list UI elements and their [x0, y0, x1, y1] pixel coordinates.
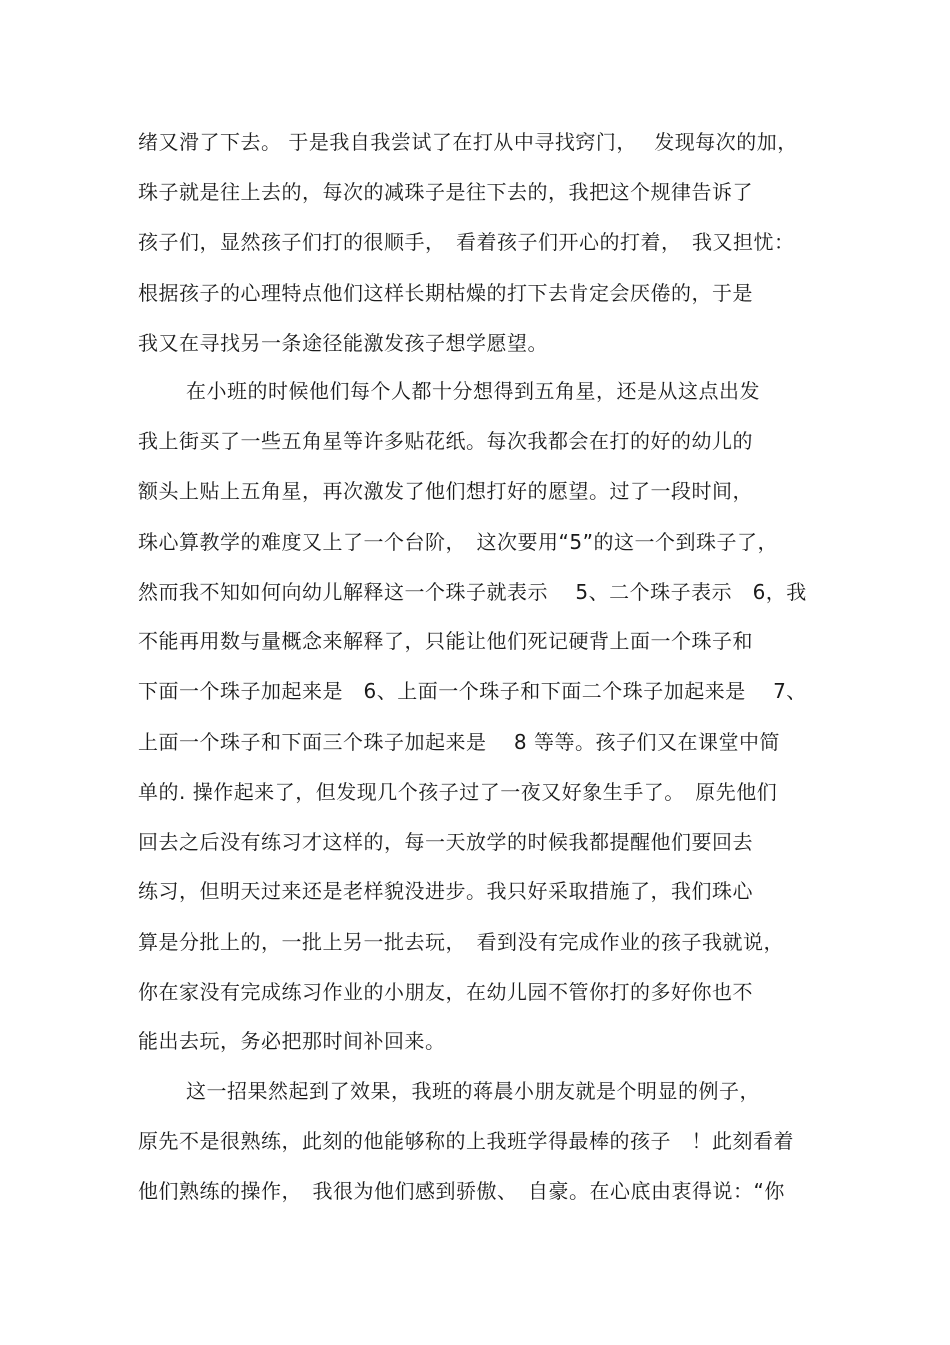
body-text-line: 你在家没有完成练习作业的小朋友，在幼儿园不管你打的多好你也不 — [138, 980, 753, 1004]
body-text-line: 他们熟练的操作， 我很为他们感到骄傲、 自豪。在心底由衷得说：“你 — [138, 1179, 785, 1203]
body-text-line: 我又在寻找另一条途径能激发孩子想学愿望。 — [138, 331, 548, 355]
body-text-line: 下面一个珠子加起来是 6、上面一个珠子和下面二个珠子加起来是 7、 — [138, 679, 807, 703]
body-text-line: 珠心算教学的难度又上了一个台阶， 这次要用“5”的这一个到珠子了， — [138, 530, 778, 554]
body-text-line: 算是分批上的，一批上另一批去玩， 看到没有完成作业的孩子我就说， — [138, 930, 784, 954]
body-text-line: 珠子就是往上去的，每次的减珠子是往下去的，我把这个规律告诉了 — [138, 180, 753, 204]
body-text-line: 练习，但明天过来还是老样貌没进步。我只好采取措施了，我们珠心 — [138, 879, 753, 903]
paragraph-start-line: 在小班的时候他们每个人都十分想得到五角星，还是从这点出发 — [186, 379, 760, 403]
body-text-line: 额头上贴上五角星，再次激发了他们想打好的愿望。过了一段时间， — [138, 479, 753, 503]
body-text-line: 我上街买了一些五角星等许多贴花纸。每次我都会在打的好的幼儿的 — [138, 429, 753, 453]
body-text-line: 回去之后没有练习才这样的，每一天放学的时候我都提醒他们要回去 — [138, 830, 753, 854]
body-text-line: 单的. 操作起来了，但发现几个孩子过了一夜又好象生手了。 原先他们 — [138, 780, 778, 804]
body-text-line: 不能再用数与量概念来解释了，只能让他们死记硬背上面一个珠子和 — [138, 629, 753, 653]
paragraph-start-line: 这一招果然起到了效果，我班的蒋晨小朋友就是个明显的例子， — [186, 1079, 760, 1103]
body-text-line: 原先不是很熟练，此刻的他能够称的上我班学得最棒的孩子 ！此刻看着 — [138, 1129, 794, 1153]
body-text-line: 绪又滑了下去。 于是我自我尝试了在打从中寻找窍门， 发现每次的加， — [138, 130, 798, 154]
body-text-line: 孩子们，显然孩子们打的很顺手， 看着孩子们开心的打着， 我又担忧： — [138, 230, 795, 254]
body-text-line: 能出去玩，务必把那时间补回来。 — [138, 1029, 446, 1053]
body-text-line: 根据孩子的心理特点他们这样长期枯燥的打下去肯定会厌倦的，于是 — [138, 281, 753, 305]
body-text-line: 然而我不知如何向幼儿解释这一个珠子就表示 5、二个珠子表示 6，我 — [138, 580, 807, 604]
body-text-line: 上面一个珠子和下面三个珠子加起来是 8 等等。孩子们又在课堂中简 — [138, 730, 780, 754]
